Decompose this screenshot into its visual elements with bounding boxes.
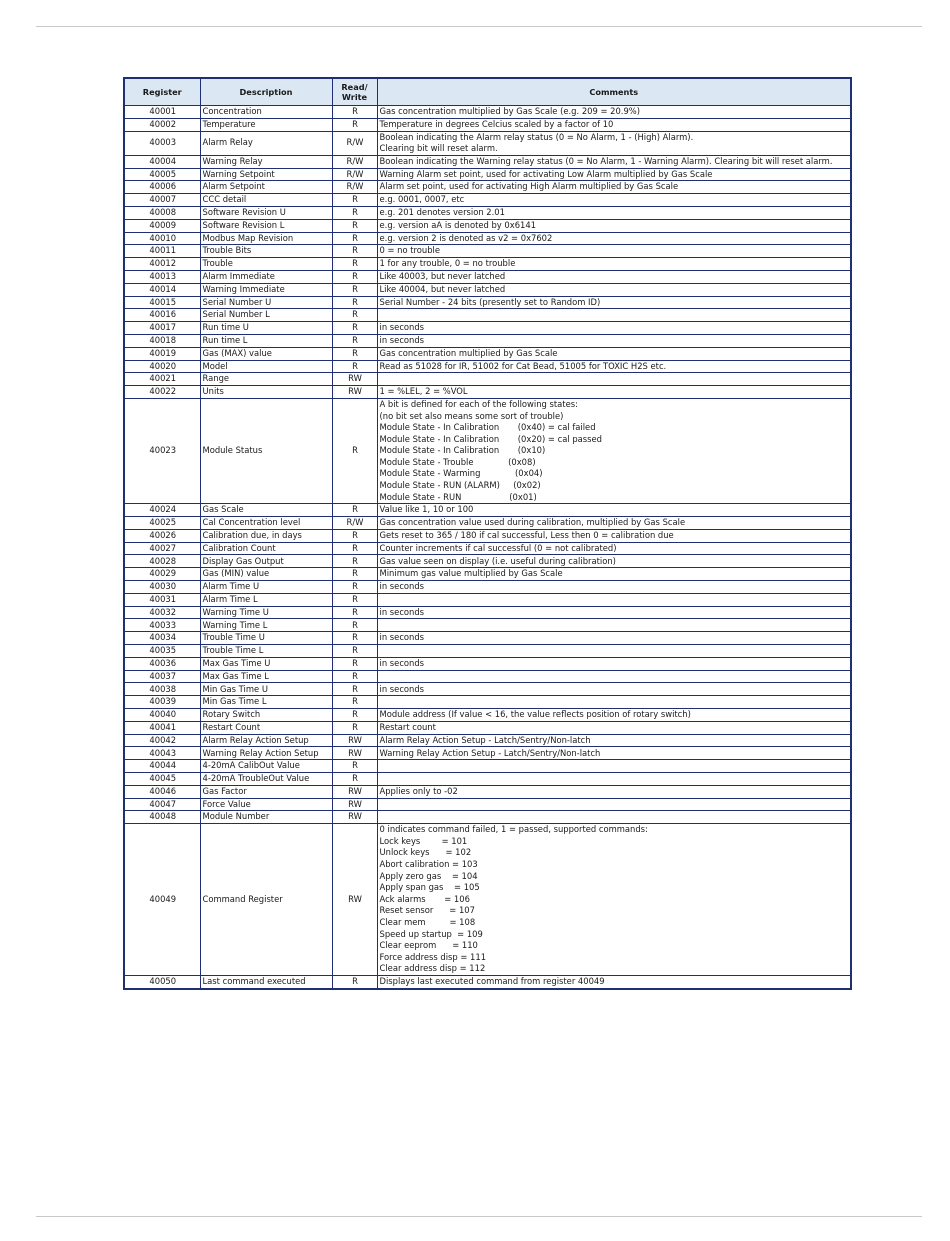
register-cell: 40012 (124, 258, 200, 271)
comments-cell: Counter increments if cal successful (0 = not calibrated) (377, 542, 851, 555)
comments-cell: Serial Number - 24 bits (presently set to Random ID) (377, 296, 851, 309)
register-cell: 40009 (124, 219, 200, 232)
header-comments: Comments (377, 78, 851, 106)
header-rw-line2: Write (341, 92, 368, 102)
comments-cell: e.g. 0001, 0007, etc (377, 194, 851, 207)
description-cell: Range (200, 373, 332, 386)
comments-cell (377, 309, 851, 322)
header-register: Register (124, 78, 200, 106)
comments-cell: Gas concentration multiplied by Gas Scale (e.g. 209 = 20.9%) (377, 106, 851, 119)
register-cell: 40017 (124, 322, 200, 335)
read-write-cell: R (332, 258, 377, 271)
comments-cell: 1 = %LEL, 2 = %VOL (377, 386, 851, 399)
table-row (124, 504, 851, 517)
register-cell: 40044 (124, 760, 200, 773)
description-cell: Max Gas Time U (200, 657, 332, 670)
register-cell: 40011 (124, 245, 200, 258)
table-row (124, 760, 851, 773)
comments-cell: Warning Alarm set point, used for activating Low Alarm multiplied by Gas Scale (377, 168, 851, 181)
description-cell: Software Revision L (200, 219, 332, 232)
table-row (124, 347, 851, 360)
table-row (124, 398, 851, 503)
table-row (124, 168, 851, 181)
read-write-cell: R (332, 606, 377, 619)
description-cell: Units (200, 386, 332, 399)
comments-cell: Applies only to -02 (377, 785, 851, 798)
table-row (124, 593, 851, 606)
register-cell: 40024 (124, 504, 200, 517)
comments-cell: Boolean indicating the Warning relay status (0 = No Alarm, 1 - Warning Alarm). Clearing bit will reset alarm. (377, 155, 851, 168)
description-cell: Warning Time U (200, 606, 332, 619)
register-cell: 40030 (124, 581, 200, 594)
description-cell: Gas (MIN) value (200, 568, 332, 581)
read-write-cell: R (332, 309, 377, 322)
table-row (124, 194, 851, 207)
read-write-cell: R (332, 975, 377, 988)
description-cell: 4-20mA TroubleOut Value (200, 773, 332, 786)
register-cell: 40046 (124, 785, 200, 798)
table-row (124, 555, 851, 568)
register-cell: 40047 (124, 798, 200, 811)
description-cell: Run time L (200, 334, 332, 347)
table-row (124, 721, 851, 734)
register-cell: 40031 (124, 593, 200, 606)
description-cell: Force Value (200, 798, 332, 811)
table-row (124, 606, 851, 619)
read-write-cell: R (332, 619, 377, 632)
register-cell: 40022 (124, 386, 200, 399)
description-cell: Last command executed (200, 975, 332, 988)
register-cell: 40041 (124, 721, 200, 734)
comments-cell: Gas value seen on display (i.e. useful during calibration) (377, 555, 851, 568)
read-write-cell: R (332, 581, 377, 594)
read-write-cell: R/W (332, 168, 377, 181)
register-cell: 40007 (124, 194, 200, 207)
comments-cell: in seconds (377, 657, 851, 670)
top-rule (36, 26, 922, 27)
comments-cell: in seconds (377, 606, 851, 619)
description-cell: Warning Relay (200, 155, 332, 168)
bottom-rule (36, 1216, 922, 1217)
comments-cell: Gets reset to 365 / 180 if cal successful, Less then 0 = calibration due (377, 529, 851, 542)
comments-cell: 1 for any trouble, 0 = no trouble (377, 258, 851, 271)
comments-cell: Like 40003, but never latched (377, 270, 851, 283)
read-write-cell: R (332, 568, 377, 581)
description-cell: Model (200, 360, 332, 373)
register-cell: 40014 (124, 283, 200, 296)
table-row (124, 785, 851, 798)
table-row (124, 734, 851, 747)
description-cell: Alarm Relay Action Setup (200, 734, 332, 747)
comments-cell: Displays last executed command from register 40049 (377, 975, 851, 988)
register-cell: 40013 (124, 270, 200, 283)
comments-cell: Read as 51028 for IR, 51002 for Cat Bead, 51005 for TOXIC H2S etc. (377, 360, 851, 373)
table-row (124, 773, 851, 786)
comments-cell: Value like 1, 10 or 100 (377, 504, 851, 517)
table-row (124, 309, 851, 322)
table-row (124, 334, 851, 347)
table-row (124, 106, 851, 119)
read-write-cell: R (332, 683, 377, 696)
register-cell: 40029 (124, 568, 200, 581)
read-write-cell: R (332, 106, 377, 119)
description-cell: Gas Scale (200, 504, 332, 517)
read-write-cell: R (332, 709, 377, 722)
description-cell: CCC detail (200, 194, 332, 207)
read-write-cell: R (332, 773, 377, 786)
read-write-cell: R (332, 696, 377, 709)
register-cell: 40015 (124, 296, 200, 309)
table-body (124, 106, 851, 989)
comments-cell (377, 593, 851, 606)
description-cell: Serial Number L (200, 309, 332, 322)
description-cell: Temperature (200, 118, 332, 131)
table-row (124, 206, 851, 219)
register-cell: 40039 (124, 696, 200, 709)
read-write-cell: R/W (332, 155, 377, 168)
register-cell: 40016 (124, 309, 200, 322)
read-write-cell: RW (332, 798, 377, 811)
comments-cell: Alarm set point, used for activating High Alarm multiplied by Gas Scale (377, 181, 851, 194)
register-cell: 40049 (124, 824, 200, 976)
register-cell: 40034 (124, 632, 200, 645)
table-row (124, 670, 851, 683)
table-row (124, 245, 851, 258)
table-row (124, 581, 851, 594)
comments-cell: e.g. version 2 is denoted as v2 = 0x7602 (377, 232, 851, 245)
table-row (124, 529, 851, 542)
description-cell: Warning Time L (200, 619, 332, 632)
table-row (124, 657, 851, 670)
description-cell: Module Status (200, 398, 332, 503)
table-row (124, 568, 851, 581)
header-rw-line1: Read/ (341, 81, 368, 92)
read-write-cell: R (332, 555, 377, 568)
description-cell: Serial Number U (200, 296, 332, 309)
table-row (124, 232, 851, 245)
comments-cell (377, 798, 851, 811)
table-row (124, 296, 851, 309)
comments-cell: in seconds (377, 683, 851, 696)
register-cell: 40032 (124, 606, 200, 619)
table-row (124, 373, 851, 386)
comments-cell: A bit is defined for each of the following states: (no bit set also means some sort of trouble) Module State - In Calibration (0x40) = cal failed Module State - In Calibration (0x20) = cal passed Module State - In Calibration (0x10) Module State - Trouble (0x08) Module State - Warming (0x04) Module State - RUN (ALARM) (0x02) Module State - RUN (0x01) (377, 398, 851, 503)
description-cell: Trouble Time L (200, 645, 332, 658)
read-write-cell: R (332, 529, 377, 542)
register-cell: 40005 (124, 168, 200, 181)
comments-cell: Boolean indicating the Alarm relay status (0 = No Alarm, 1 - (High) Alarm). Clearing bit will reset alarm. (377, 131, 851, 155)
read-write-cell: RW (332, 747, 377, 760)
description-cell: Min Gas Time L (200, 696, 332, 709)
read-write-cell: R/W (332, 181, 377, 194)
register-cell: 40006 (124, 181, 200, 194)
header-description: Description (200, 78, 332, 106)
read-write-cell: R (332, 760, 377, 773)
description-cell: Gas Factor (200, 785, 332, 798)
description-cell: Alarm Setpoint (200, 181, 332, 194)
read-write-cell: R (332, 670, 377, 683)
register-cell: 40040 (124, 709, 200, 722)
register-cell: 40025 (124, 517, 200, 530)
read-write-cell: R (332, 347, 377, 360)
read-write-cell: R (332, 334, 377, 347)
description-cell: Alarm Time U (200, 581, 332, 594)
description-cell: Concentration (200, 106, 332, 119)
register-cell: 40003 (124, 131, 200, 155)
table-row (124, 747, 851, 760)
comments-cell (377, 696, 851, 709)
comments-cell (377, 670, 851, 683)
table-row (124, 181, 851, 194)
table-row (124, 118, 851, 131)
description-cell: Restart Count (200, 721, 332, 734)
read-write-cell: R (332, 194, 377, 207)
read-write-cell: R (332, 322, 377, 335)
table-row (124, 811, 851, 824)
read-write-cell: RW (332, 785, 377, 798)
comments-cell: in seconds (377, 632, 851, 645)
register-cell: 40026 (124, 529, 200, 542)
description-cell: Software Revision U (200, 206, 332, 219)
register-cell: 40045 (124, 773, 200, 786)
header-read-write (332, 78, 377, 106)
comments-cell: Restart count (377, 721, 851, 734)
table-row (124, 155, 851, 168)
table-row (124, 632, 851, 645)
comments-cell (377, 619, 851, 632)
register-cell: 40036 (124, 657, 200, 670)
read-write-cell: RW (332, 373, 377, 386)
read-write-cell: R/W (332, 517, 377, 530)
table-row (124, 696, 851, 709)
description-cell: Modbus Map Revision (200, 232, 332, 245)
description-cell: Command Register (200, 824, 332, 976)
table-row (124, 386, 851, 399)
register-cell: 40035 (124, 645, 200, 658)
description-cell: Max Gas Time L (200, 670, 332, 683)
read-write-cell: R (332, 206, 377, 219)
table-row (124, 258, 851, 271)
register-cell: 40048 (124, 811, 200, 824)
read-write-cell: RW (332, 824, 377, 976)
comments-cell (377, 373, 851, 386)
table-row (124, 709, 851, 722)
description-cell: Warning Relay Action Setup (200, 747, 332, 760)
read-write-cell: R (332, 645, 377, 658)
comments-cell (377, 773, 851, 786)
description-cell: Cal Concentration level (200, 517, 332, 530)
description-cell: 4-20mA CalibOut Value (200, 760, 332, 773)
read-write-cell: R (332, 593, 377, 606)
modbus-register-table (123, 77, 852, 990)
table-row (124, 360, 851, 373)
read-write-cell: R (332, 219, 377, 232)
register-cell: 40010 (124, 232, 200, 245)
comments-cell (377, 645, 851, 658)
register-cell: 40002 (124, 118, 200, 131)
register-cell: 40027 (124, 542, 200, 555)
read-write-cell: R (332, 721, 377, 734)
table-row (124, 283, 851, 296)
register-cell: 40043 (124, 747, 200, 760)
register-cell: 40037 (124, 670, 200, 683)
description-cell: Warning Immediate (200, 283, 332, 296)
comments-cell: Warning Relay Action Setup - Latch/Sentry/Non-latch (377, 747, 851, 760)
register-cell: 40028 (124, 555, 200, 568)
table-row (124, 517, 851, 530)
comments-cell: e.g. version aA is denoted by 0x6141 (377, 219, 851, 232)
header-row (124, 78, 851, 106)
table-row (124, 798, 851, 811)
description-cell: Trouble (200, 258, 332, 271)
description-cell: Rotary Switch (200, 709, 332, 722)
read-write-cell: RW (332, 386, 377, 399)
comments-cell (377, 811, 851, 824)
comments-cell: Like 40004, but never latched (377, 283, 851, 296)
table-row (124, 322, 851, 335)
description-cell: Module Number (200, 811, 332, 824)
description-cell: Calibration Count (200, 542, 332, 555)
read-write-cell: R (332, 270, 377, 283)
comments-cell: Minimum gas value multiplied by Gas Scale (377, 568, 851, 581)
comments-cell: in seconds (377, 334, 851, 347)
comments-cell: in seconds (377, 581, 851, 594)
read-write-cell: R (332, 632, 377, 645)
comments-cell: e.g. 201 denotes version 2.01 (377, 206, 851, 219)
comments-cell: Gas concentration value used during calibration, multiplied by Gas Scale (377, 517, 851, 530)
read-write-cell: R (332, 296, 377, 309)
table-row (124, 619, 851, 632)
table-row (124, 824, 851, 976)
register-cell: 40038 (124, 683, 200, 696)
description-cell: Display Gas Output (200, 555, 332, 568)
table-row (124, 645, 851, 658)
read-write-cell: R (332, 283, 377, 296)
register-cell: 40008 (124, 206, 200, 219)
comments-cell: Alarm Relay Action Setup - Latch/Sentry/Non-latch (377, 734, 851, 747)
read-write-cell: R/W (332, 131, 377, 155)
comments-cell: 0 = no trouble (377, 245, 851, 258)
register-cell: 40019 (124, 347, 200, 360)
register-cell: 40042 (124, 734, 200, 747)
register-cell: 40023 (124, 398, 200, 503)
read-write-cell: R (332, 232, 377, 245)
description-cell: Alarm Immediate (200, 270, 332, 283)
table-row (124, 270, 851, 283)
read-write-cell: RW (332, 734, 377, 747)
table-row (124, 683, 851, 696)
read-write-cell: R (332, 542, 377, 555)
table-row (124, 219, 851, 232)
read-write-cell: R (332, 657, 377, 670)
table-row (124, 542, 851, 555)
register-cell: 40001 (124, 106, 200, 119)
description-cell: Gas (MAX) value (200, 347, 332, 360)
read-write-cell: RW (332, 811, 377, 824)
comments-cell: Gas concentration multiplied by Gas Scale (377, 347, 851, 360)
description-cell: Trouble Time U (200, 632, 332, 645)
read-write-cell: R (332, 118, 377, 131)
comments-cell: in seconds (377, 322, 851, 335)
read-write-cell: R (332, 245, 377, 258)
comments-cell (377, 760, 851, 773)
read-write-cell: R (332, 504, 377, 517)
description-cell: Alarm Relay (200, 131, 332, 155)
read-write-cell: R (332, 360, 377, 373)
register-cell: 40050 (124, 975, 200, 988)
table-row (124, 975, 851, 988)
register-cell: 40021 (124, 373, 200, 386)
comments-cell: Temperature in degrees Celcius scaled by a factor of 10 (377, 118, 851, 131)
register-cell: 40004 (124, 155, 200, 168)
description-cell: Trouble Bits (200, 245, 332, 258)
comments-cell: Module address (If value < 16, the value reflects position of rotary switch) (377, 709, 851, 722)
description-cell: Calibration due, in days (200, 529, 332, 542)
register-cell: 40018 (124, 334, 200, 347)
description-cell: Min Gas Time U (200, 683, 332, 696)
read-write-cell: R (332, 398, 377, 503)
description-cell: Warning Setpoint (200, 168, 332, 181)
register-cell: 40033 (124, 619, 200, 632)
register-cell: 40020 (124, 360, 200, 373)
description-cell: Alarm Time L (200, 593, 332, 606)
comments-cell: 0 indicates command failed, 1 = passed, supported commands: Lock keys = 101 Unlock keys = 102 Abort calibration = 103 Apply zero gas = 104 Apply span gas = 105 Ack alarms = 106 Reset sensor = 107 Clear mem = 108 Speed up startup = 109 Clear eeprom = 110 Force address disp = 111 Clear address disp = 112 (377, 824, 851, 976)
description-cell: Run time U (200, 322, 332, 335)
table-row (124, 131, 851, 155)
